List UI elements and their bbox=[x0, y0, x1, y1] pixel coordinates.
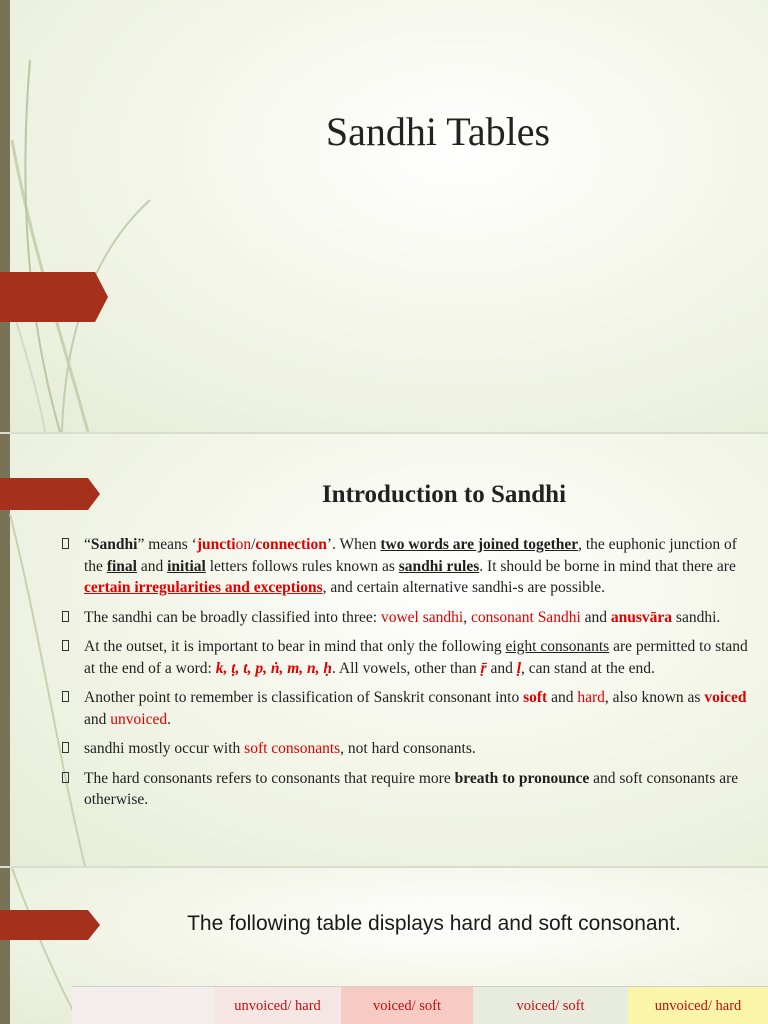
decorative-curves bbox=[0, 0, 200, 432]
bullet-item: sandhi mostly occur with soft consonants, not hard consonants. bbox=[62, 738, 752, 760]
table-header-cell: voiced/ soft bbox=[341, 986, 473, 1024]
bullet-list bbox=[62, 534, 752, 819]
table-header-cell: voiced/ soft bbox=[473, 986, 628, 1024]
slide-tab-marker bbox=[0, 478, 100, 510]
bullet-item: Another point to remember is classification of Sanskrit consonant into soft and hard, also known as voiced and unvoiced. bbox=[62, 687, 752, 730]
bullet-square-icon bbox=[62, 691, 69, 702]
bullet-item: “Sandhi” means ‘junction/connection’. When two words are joined together, the euphonic junction of the final and initial letters follows rules known as sandhi rules. It should be borne in mind that there are certain irregularities and exceptions, and certain alternative sandhi-s are possible. bbox=[62, 534, 752, 599]
slide-title: Sandhi Tables bbox=[325, 109, 551, 154]
bullet-square-icon bbox=[62, 640, 69, 651]
bullet-square-icon bbox=[62, 538, 69, 549]
bullet-square-icon bbox=[62, 611, 69, 622]
bullet-item: At the outset, it is important to bear in mind that only the following eight consonants are permitted to stand at the end of a word: k, ṭ, t, p, ṅ, m, n, ḥ. All vowels, other than ṝ and ḷ, can stand at the end. bbox=[62, 636, 752, 679]
table-header-cell: unvoiced/ hard bbox=[628, 986, 768, 1024]
consonant-table-header bbox=[72, 986, 768, 1024]
slide-title: Introduction to Sandhi bbox=[321, 481, 567, 508]
bullet-item: The hard consonants refers to consonants that require more breath to pronounce and soft consonants are otherwise. bbox=[62, 768, 752, 811]
bullet-square-icon bbox=[62, 772, 69, 783]
slide-tab-marker bbox=[0, 910, 100, 940]
bullet-item: The sandhi can be broadly classified into three: vowel sandhi, consonant Sandhi and anusvāra sandhi. bbox=[62, 607, 752, 629]
title-slide bbox=[0, 0, 768, 432]
table-slide bbox=[0, 868, 768, 1024]
slide-title: The following table displays hard and soft consonant. bbox=[187, 912, 681, 935]
table-header-cell bbox=[72, 986, 214, 1024]
intro-slide bbox=[0, 434, 768, 866]
table-header-cell: unvoiced/ hard bbox=[214, 986, 341, 1024]
title-tab-marker bbox=[0, 272, 108, 322]
bullet-square-icon bbox=[62, 742, 69, 753]
